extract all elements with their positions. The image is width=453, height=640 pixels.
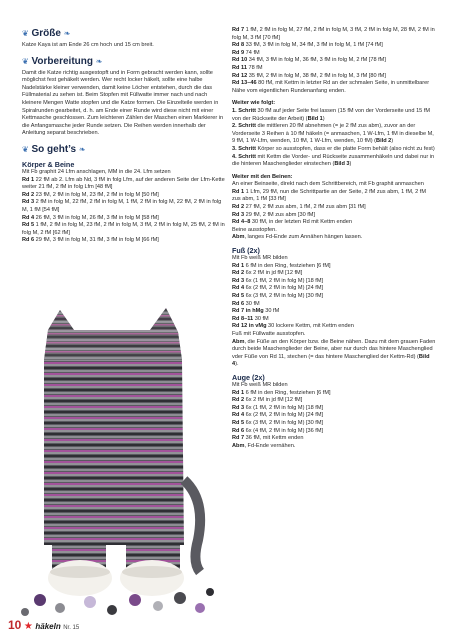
instruction-row: Rd 5 1 fM, 2 fM in folg M, 23 fM, 2 fM in folg M, 3 fM, 2 fM in folg M, 25 fM, 2 fM in folg M, 2 fM [62 fM] [22, 222, 225, 236]
instruction-row: Rd 13–46 80 fM, mit Kettm in letzter Rd an der schmalen Seite, in unmittelbarer Nähe vom eigentlichen Rundenanfang enden. [232, 80, 430, 94]
groesse-text: Katze Kaya ist am Ende 26 cm hoch und 15 cm breit. [22, 42, 154, 48]
heading-vorbereitung: ❦ Vorbereitung ❧ [22, 55, 103, 67]
instruction-row: Rd 8 33 fM, 3 fM in folg M, 34 fM, 3 fM in folg M, 1 fM [74 fM] [232, 42, 383, 49]
heading-ornament-icon: ❦ [22, 29, 29, 38]
step-row: 1. Schritt 30 fM auf jeder Seite frei lassen (15 fM von der Vorderseite und 15 fM von der Rückseite der Arbeit) (Bild 1) [232, 107, 431, 122]
beinen-stopfen: Beine ausstopfen. [232, 226, 277, 233]
vorbereitung-text: Damit die Katze richtig ausgestopft und in Form gebracht werden kann, sollte möglichst fest gehäkelt werden. Wer recht locker häkelt, sollte eine halbe Nadelstärke kleiner verwenden, damit keine Löcher entstehen, durch die das Füllmaterial zu sehen ist. Beim Stopfen mit Füllwatte immer nach und nach kleinere Mengen Watte stopfen und die Katze formen. Die Einzelteile werden in Spiralrunden gearbeitet, d. h. am Ende einer Runde wird diese nicht mit einer Kettmasche geschlossen. Zum leichteren Zählen der Maschen einen Markierer in die Anfangsmasche jeder Runde setzen. Die Reihen werden innerhalb der Anleitung separat beschrieben. [22, 69, 224, 137]
left-column [22, 28, 228, 245]
beinen-rows [232, 189, 436, 227]
step-row: 4. Schritt mit Kettm die Vorder- und Rückseite zusammenhäkeln und dabei nur in die hinteren Maschenglieder einstechen (Bild 3) [232, 153, 435, 168]
issue-number: Nr. 15 [63, 625, 80, 631]
koerper-intro: Mit Fb graphit 24 Lfm anschlagen, MM in die 24. Lfm setzen [22, 168, 171, 175]
fuss-rows [232, 263, 436, 331]
heading-weiter: Weiter wie folgt: [232, 100, 276, 107]
fuss-intro: Mit Fb weiß MR bilden [232, 255, 288, 262]
heading-ornament-icon: ❦ [22, 144, 29, 154]
star-icon: ★ [23, 621, 33, 632]
fuss-fill: Fuß mit Füllwatte ausstopfen. [232, 330, 306, 337]
instruction-row: Rd 1 6 fM in den Ring, festziehen [6 fM] [232, 262, 331, 269]
instruction-row: Rd 5 6x (3 fM, 2 fM in folg M) [30 fM] [232, 419, 324, 426]
instruction-row: Rd 4 6x (2 fM, 2 fM in folg M) [24 fM] [232, 412, 324, 419]
crochet-cat-image [0, 300, 228, 620]
instruction-row: Rd 2 23 fM, 2 fM in folg M, 23 fM, 2 fM in folg M [50 fM] [22, 191, 159, 198]
heading-groesse: ❦ Größe ❧ [22, 28, 71, 39]
instruction-row: Rd 9 74 fM [232, 49, 260, 56]
right-column [232, 27, 436, 450]
instruction-row: Rd 2 6x 2 fM in jd fM [12 fM] [232, 397, 303, 404]
instruction-row: Rd 3 6x (1 fM, 2 fM in folg M) [18 fM] [232, 404, 324, 411]
auge-abm: Abm, Fd-Ende vernähen. [232, 442, 296, 449]
heading-ornament-icon: ❦ [22, 56, 29, 66]
cat-photo [0, 300, 228, 620]
auge-intro: Mit Fb weiß MR bilden [232, 381, 288, 388]
buttons-decoration [21, 588, 214, 616]
page-number: 10 [8, 618, 22, 632]
instruction-row: Rd 3 2 fM in folg M, 22 fM, 2 fM in folg M, 1 fM, 2 fM in folg M, 22 fM, 2 fM in folg M, 1 fM [54 fM] [22, 199, 222, 213]
instruction-row: Rd 7 in hMg 30 fM [232, 308, 280, 315]
instruction-row: Rd 6 6x (4 fM, 2 fM in folg M) [36 fM] [232, 427, 324, 434]
page-footer [8, 618, 79, 632]
instruction-row: Rd 3 29 fM, 2 fM zus abm [30 fM] [232, 211, 316, 218]
instruction-row: Rd 1 22 fM ab 2. Lfm ab Nd, 3 fM in folg Lfm, auf der anderen Seite der Lfm-Kette weiter 21 fM, 2 fM in folg Lfm [48 fM] [22, 176, 225, 191]
magazine-name: häkeln [35, 622, 61, 631]
instruction-row: Rd 5 6x (3 fM, 2 fM in folg M) [30 fM] [232, 293, 324, 299]
instruction-row: Rd 1 1 Lfm, 29 fM, nun die Schrittpartie an der Seite, 2 fM zus abm, 1 fM, 2 fM zus abm, 1 fM [33 fM] [232, 188, 427, 203]
koerper-rows [22, 177, 228, 245]
instruction-row: Rd 10 34 fM, 3 fM in folg M, 36 fM, 3 fM in folg M, 2 fM [78 fM] [232, 57, 386, 64]
instruction-row: Rd 4 6x (2 fM, 2 fM in folg M) [24 fM] [232, 285, 324, 292]
instruction-row: Rd 1 6 fM in den Ring, festziehen [6 fM] [232, 389, 331, 396]
instruction-row: Rd 2 27 fM, 2 fM zus abm, 1 fM, 2 fM zus abm [31 fM] [232, 204, 366, 211]
instruction-row: Rd 2 6x 2 fM in jd fM [12 fM] [232, 270, 303, 277]
heading-beinen: Weiter mit den Beinen: [232, 173, 293, 180]
heading-fuss: Fuß (2x) [232, 246, 260, 256]
instruction-row: Rd 7 1 fM, 2 fM in folg M, 27 fM, 2 fM in folg M, 3 fM, 2 fM in folg M, 28 fM, 2 fM in folg M, 3 fM [70 fM] [232, 27, 435, 41]
instruction-row: Rd 3 6x (1 fM, 2 fM in folg M) [18 fM] [232, 277, 324, 284]
instruction-row: Rd 7 36 fM, mit Kettm enden [232, 435, 304, 442]
instruction-row: Rd 8–11 30 fM [232, 315, 269, 322]
beinen-abm: Abm, langes Fd-Ende zum Annähen hängen lassen. [232, 234, 363, 241]
instruction-row: Rd 4–8 30 fM, in der letzten Rd mit Kettm enden [232, 219, 353, 226]
instruction-row: Rd 6 29 fM, 3 fM in folg M, 31 fM, 3 fM in folg M [66 fM] [22, 237, 159, 244]
fuss-abm: Abm, die Füße an den Körper bzw. die Beine nähen. Dazu mit dem grauen Faden durch beide Maschenglieder der Beine, aber nur durch das hintere Maschenglied vder Füße von Rd 11, stechen (= das hintere Maschenglied der Kettm-Rd) (Bild 4). [232, 338, 436, 368]
instruction-row: Rd 12 in vMg 30 lockere Kettm, mit Kettm enden [232, 323, 354, 330]
heading-so-gehts: ❦ So geht’s ❧ [22, 143, 86, 155]
koerper-rows-continued [232, 27, 436, 95]
heading-koerper: Körper & Beine [22, 159, 75, 169]
instruction-row: Rd 4 26 fM, 3 fM in folg M, 26 fM, 3 fM in folg M [58 fM] [22, 214, 159, 221]
step-row: 2. Schritt die mittleren 20 fM abnehmen (= je 2 fM zus abm), zuvor an der Vorderseite 3 Reihen à 10 fM häkeln (= anmaschen, 1 W-Lfm, 1 fM in dieselbe M, 9 fM, 1 W-Lfm, wenden, 10 fM, 1 W-Lfm, wenden, 10 fM) (Bild 2) [232, 123, 434, 145]
instruction-row: Rd 12 35 fM, 2 fM in folg M, 38 fM, 2 fM in folg M, 3 fM [80 fM] [232, 72, 386, 79]
step-row: 3. Schritt Körper so ausstopfen, dass er die platte Form behält (also nicht zu fest) [232, 145, 435, 152]
instruction-row: Rd 11 78 fM [232, 64, 263, 71]
steps-list [232, 108, 436, 169]
beinen-intro: An einer Beinseite, direkt nach dem Schrittbereich, mit Fb graphit anmaschen [232, 181, 424, 188]
instruction-row: Rd 6 30 fM [232, 300, 260, 307]
auge-rows [232, 390, 436, 443]
heading-auge: Auge (2x) [232, 372, 265, 382]
